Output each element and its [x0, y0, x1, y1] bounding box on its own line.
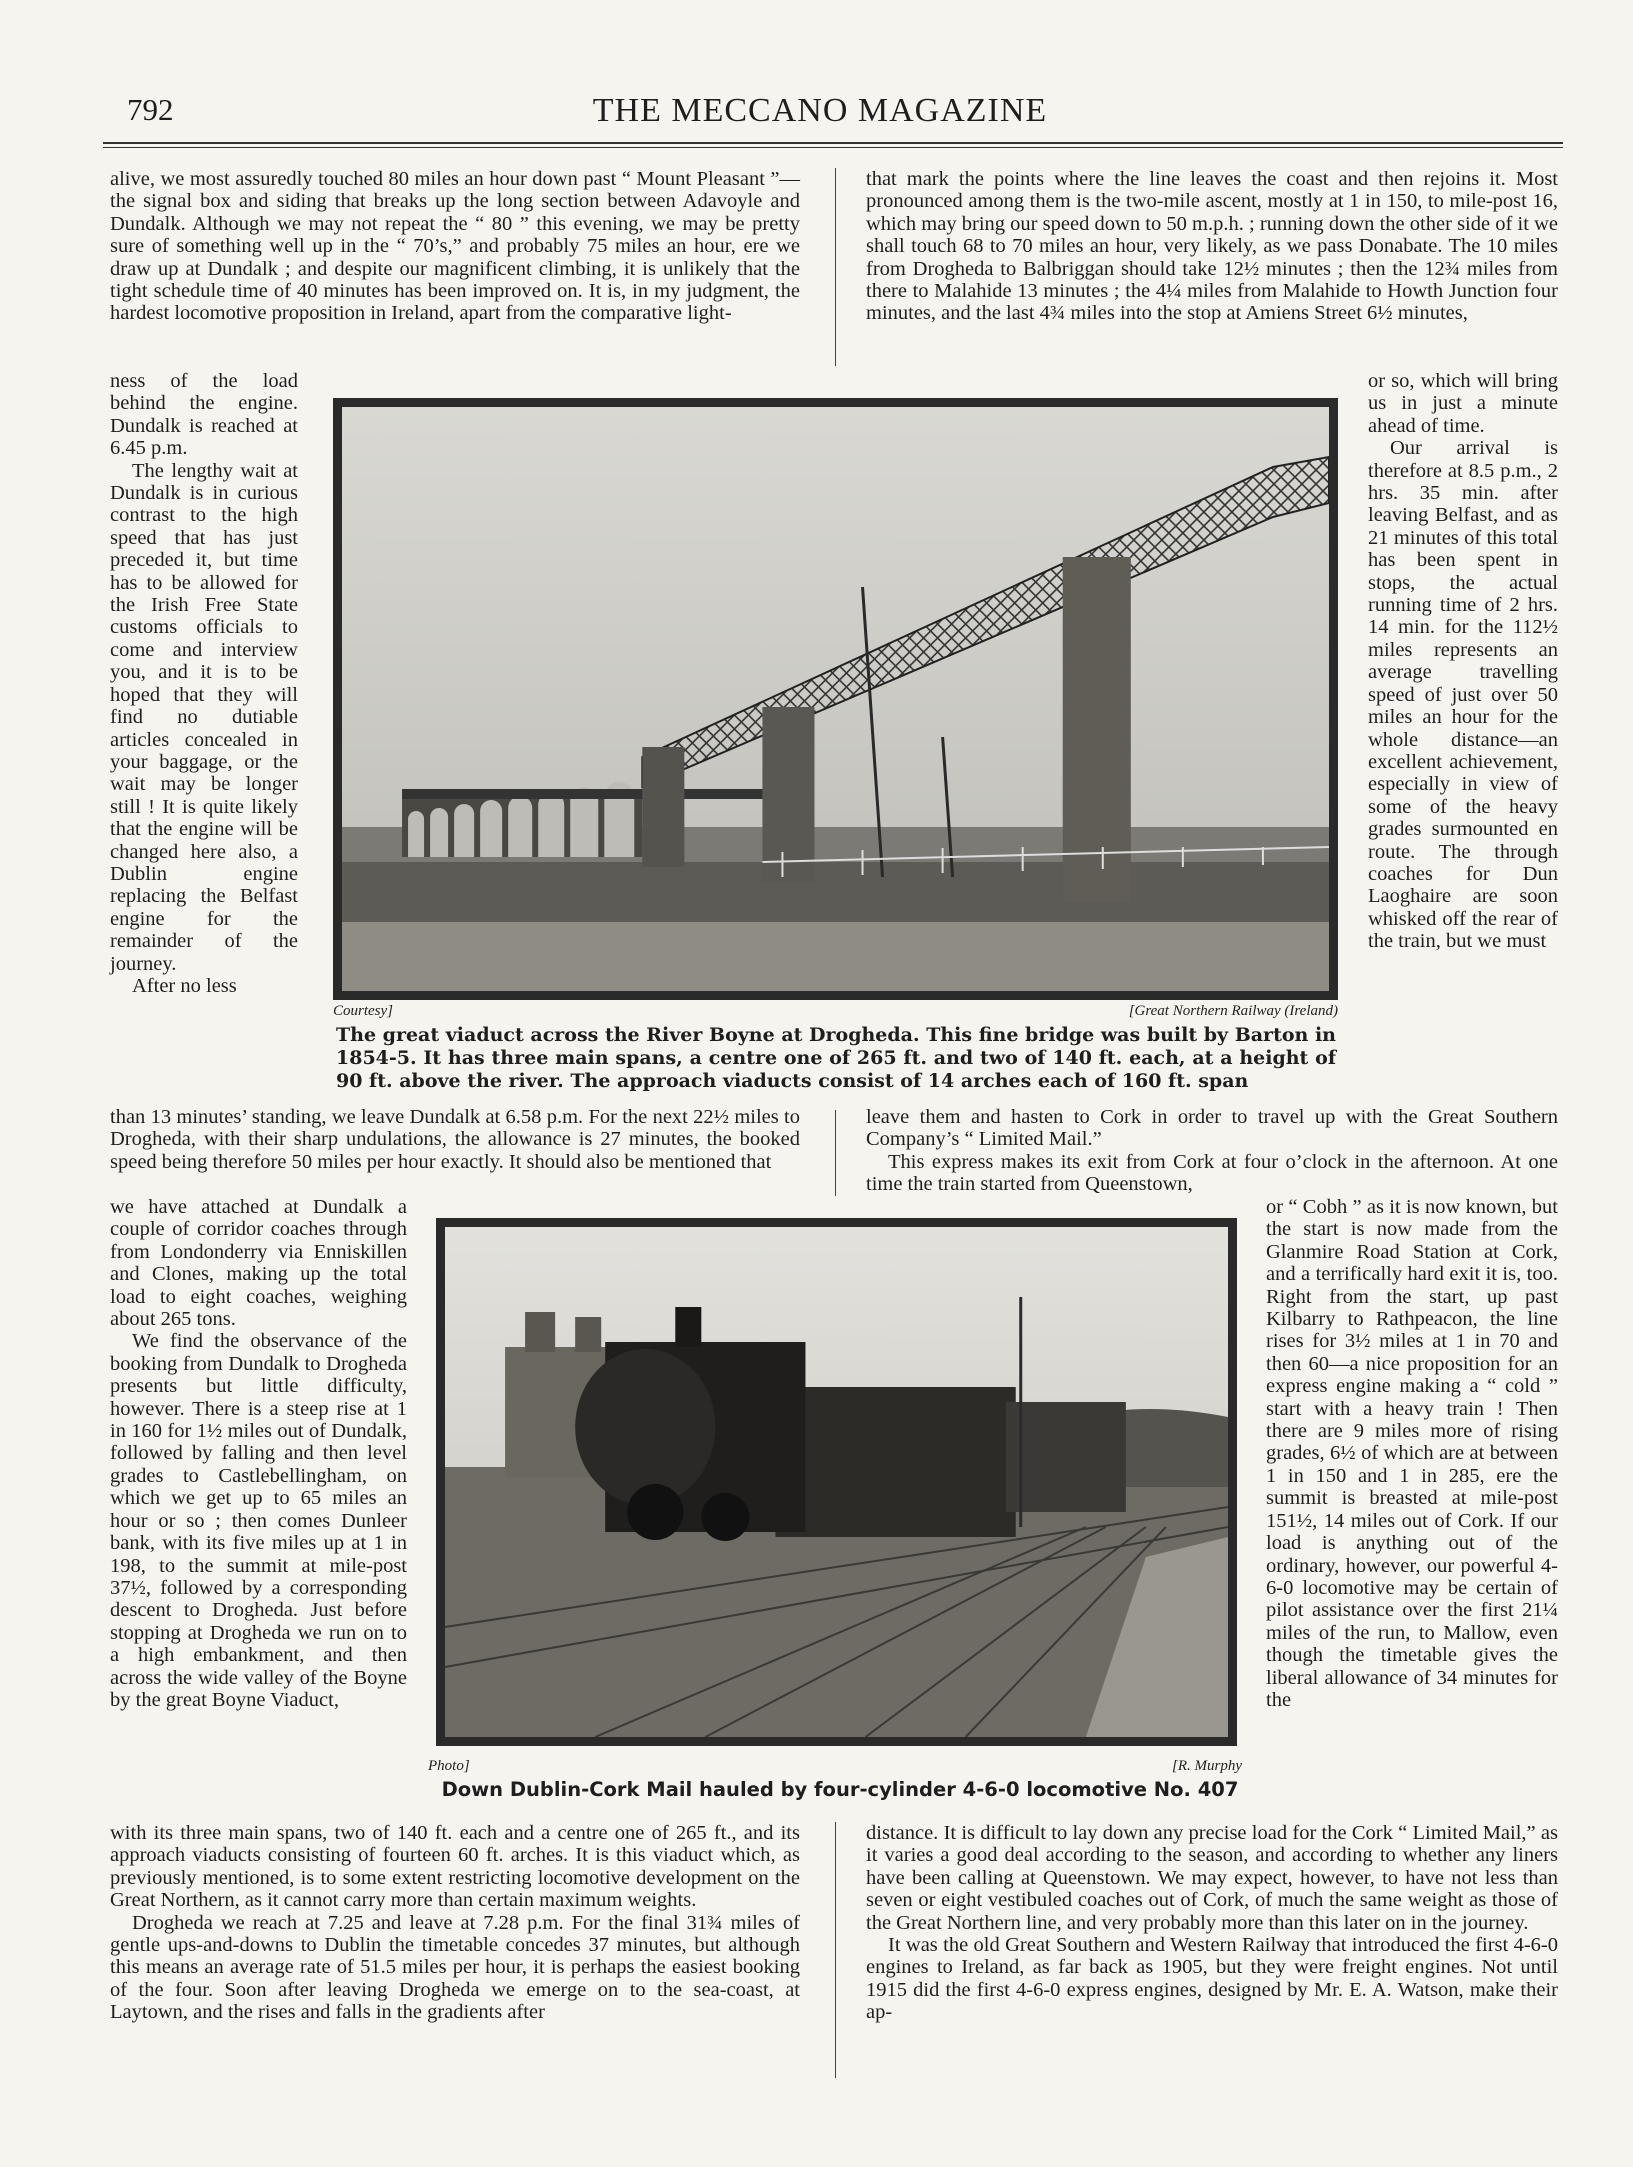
article-text	[110, 370, 298, 997]
article-text	[110, 1106, 800, 1173]
column-divider	[835, 168, 836, 366]
paragraph: or so, which will bring us in just a minute ahead of time.	[1368, 370, 1558, 437]
paragraph: we have attached at Dundalk a couple of corridor coaches through from Londonderry via Enniskillen and Clones, making up the total load to eight coaches, weighing about 265 tons.	[110, 1196, 407, 1331]
photo-credit: Courtesy]	[333, 1003, 393, 1019]
paragraph: Drogheda we reach at 7.25 and leave at 7.28 p.m. For the final 31¾ miles of gentle ups-and-downs to Dublin the timetable concedes 37 minutes, but although this means an average rate of 51.5 miles per hour, it is perhaps the easiest booking of the four. Soon after leaving Drogheda we emerge on to the sea-coast, at Laytown, and the rises and falls in the gradients after	[110, 1911, 800, 2024]
locomotive-photo	[436, 1218, 1237, 1746]
article-text	[1368, 370, 1558, 953]
paragraph: than 13 minutes’ standing, we leave Dundalk at 6.58 p.m. For the next 22½ miles to Drogheda, with their sharp undulations, the allowance is 27 minutes, the booked speed being therefore 50 miles per hour exactly. It should also be mentioned that	[110, 1106, 800, 1173]
paragraph: It was the old Great Southern and Western Railway that introduced the first 4-6-0 engines to Ireland, as far back as 1905, but they were freight engines. Not until 1915 did the first 4-6-0 express engines, designed by Mr. E. A. Watson, make their ap-	[866, 1934, 1558, 2024]
paragraph: ness of the load behind the engine. Dundalk is reached at 6.45 p.m.	[110, 370, 298, 460]
magazine-title: THE MECCANO MAGAZINE	[592, 92, 1048, 129]
article-text	[866, 168, 1558, 325]
page-number: 792	[127, 92, 174, 127]
paragraph: The lengthy wait at Dundalk is in curious contrast to the high speed that has just preceded it, but time has to be allowed for the Irish Free State customs officials to come and interview you, and it is to be hoped that they will find no dutiable articles concealed in your baggage, or the wait may be longer still ! It is quite likely that the engine will be changed here also, a Dublin engine replacing the Belfast engine for the remainder of the journey.	[110, 459, 298, 975]
paragraph: alive, we most assuredly touched 80 miles an hour down past “ Mount Pleasant ”—the signal box and siding that breaks up the long section between Adavoyle and Dundalk. Although we may not repeat the “ 80 ” this evening, we may be pretty sure of something well up in the “ 70’s,” and probably 75 miles an hour, ere we draw up at Dundalk ; and despite our magnificent climbing, it is unlikely that the tight schedule time of 40 minutes has been improved on. It is, in my judgment, the hardest locomotive proposition in Ireland, apart from the comparative light-	[110, 168, 800, 325]
figure-caption: Down Dublin-Cork Mail hauled by four-cylinder 4-6-0 locomotive No. 407	[441, 1778, 1239, 1801]
paragraph: After no less	[132, 974, 237, 997]
column-divider	[835, 1110, 836, 1196]
viaduct-illustration	[342, 407, 1329, 991]
paragraph: that mark the points where the line leaves the coast and then rejoins it. Most pronounced among them is the two-mile ascent, mostly at 1 in 150, to mile-post 16, which may bring our speed down to 50 m.p.h. ; running down the other side of it we shall touch 68 to 70 miles an hour, very likely, as we pass Donabate. The 10 miles from Drogheda to Balbriggan should take 12½ minutes ; then the 12¾ miles from there to Malahide 13 minutes ; the 4¼ miles from Malahide to Howth Junction four minutes, and the last 4¾ miles into the stop at Amiens Street 6½ minutes,	[866, 168, 1558, 325]
viaduct-photo	[333, 398, 1338, 1000]
photo-credit: Photo]	[428, 1758, 470, 1774]
paragraph: leave them and hasten to Cork in order to travel up with the Great Southern Company’s “ Limited Mail.”	[866, 1106, 1558, 1151]
photo-credit: [Great Northern Railway (Ireland)	[1128, 1003, 1338, 1019]
paragraph: We find the observance of the booking from Dundalk to Drogheda presents but little difficulty, however. There is a steep rise at 1 in 160 for 1½ miles out of Dundalk, followed by falling and then level grades to Castlebellingham, on which we get up to 65 miles an hour or so ; then comes Dunleer bank, with its five miles up at 1 in 198, to the summit at mile-post 37½, followed by a corresponding descent to Drogheda. Just before stopping at Drogheda we run on to a high embankment, and then across the wide valley of the Boyne by the great Boyne Viaduct,	[110, 1330, 407, 1711]
paragraph: or “ Cobh ” as it is now known, but the start is now made from the Glanmire Road Station at Cork, and a terrifically hard exit it is, too. Right from the start, up past Kilbarry to Rathpeacon, the line rises for 3½ miles at 1 in 70 and then 60—a nice proposition for an express engine making a “ cold ” start with a heavy train ! Then there are 9 miles more of rising grades, 6½ of which are at between 1 in 150 and 1 in 285, ere the summit is breasted at mile-post 151½, 14 miles out of Cork. If our load is anything out of the ordinary, however, our powerful 4-6-0 locomotive may be certain of pilot assistance over the first 21¼ miles of the run, to Mallow, even though the timetable gives the liberal allowance of 34 minutes for the	[1266, 1196, 1558, 1711]
article-text	[1266, 1196, 1558, 1711]
header-rule-thin	[103, 147, 1563, 148]
article-text	[866, 1822, 1558, 2024]
locomotive-illustration	[445, 1227, 1228, 1737]
paragraph: with its three main spans, two of 140 ft. each and a centre one of 265 ft., and its approach viaducts consisting of fourteen 60 ft. arches. It is this viaduct which, as previously mentioned, is to some extent restricting locomotive development on the Great Northern, as it cannot carry more than certain maximum weights.	[110, 1822, 800, 1912]
header-rule	[103, 142, 1563, 144]
paragraph: This express makes its exit from Cork at four o’clock in the afternoon. At one time the train started from Queenstown,	[866, 1150, 1558, 1196]
photo-credit: [R. Murphy	[1172, 1758, 1242, 1774]
paragraph: distance. It is difficult to lay down any precise load for the Cork “ Limited Mail,” as it varies a good deal according to the season, and according to whether any liners have been calling at Queenstown. We may expect, however, to have not less than seven or eight vestibuled coaches out of Cork, of much the same weight as those of the Great Northern line, and very probably more than this later on in the journey.	[866, 1822, 1558, 1934]
paragraph: Our arrival is therefore at 8.5 p.m., 2 hrs. 35 min. after leaving Belfast, and as 21 minutes of this total has been spent in stops, the actual running time of 2 hrs. 14 min. for the 112½ miles represents an average travelling speed of just over 50 miles an hour for the whole distance—an excellent achievement, especially in view of some of the heavy grades surmounted en route. The through coaches for Dun Laoghaire are soon whisked off the rear of the train, but we must	[1368, 437, 1558, 953]
figure-caption: The great viaduct across the River Boyne at Drogheda. This fine bridge was built by Barton in 1854-5. It has three main spans, a centre one of 265 ft. and two of 140 ft. each, at a height of 90 ft. above the river. The approach viaducts consist of 14 arches each of 160 ft. span	[336, 1024, 1336, 1092]
column-divider	[835, 1822, 836, 2078]
article-text	[110, 1822, 800, 2024]
article-text	[110, 1196, 407, 1711]
article-text	[110, 168, 800, 325]
article-text	[866, 1106, 1558, 1196]
